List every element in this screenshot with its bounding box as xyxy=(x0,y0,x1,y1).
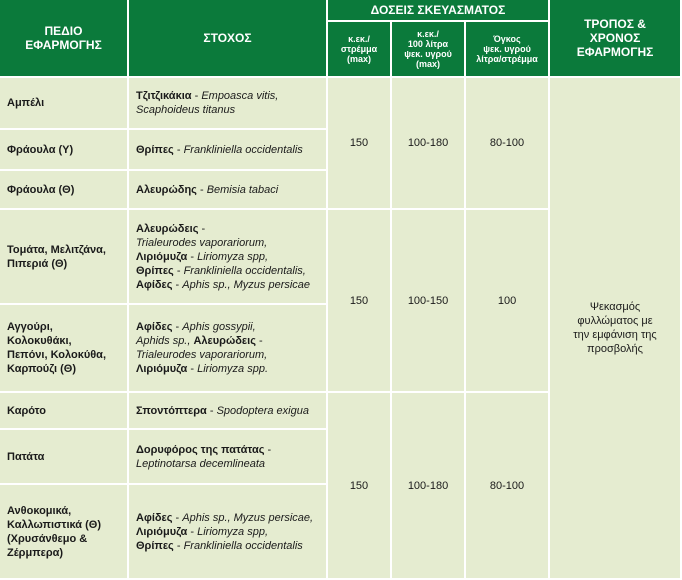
separator: - xyxy=(172,511,183,524)
separator: - xyxy=(196,183,207,196)
target-cell xyxy=(129,485,326,578)
method-cell: Ψεκασμός φυλλώματος με την εμφάνιση της προσβολής xyxy=(550,78,680,578)
separator: - xyxy=(255,335,263,347)
separator: - xyxy=(187,363,198,375)
field-cell: Πατάτα xyxy=(0,430,127,483)
pest-common-name: Αλευρώδεις xyxy=(136,222,199,235)
header-dose-per-stremma: κ.εκ./ στρέμμα (max) xyxy=(328,22,390,76)
pest-latin-name: Leptinotarsa decemlineata xyxy=(136,457,266,470)
pest-common-name: Λιριόμυζα xyxy=(136,363,188,375)
pest-common-name: Αφίδες xyxy=(136,321,173,333)
pest-latin-name: Frankliniella occidentalis, xyxy=(183,264,306,277)
pest-latin-name: Frankliniella occidentalis xyxy=(183,539,303,552)
pest-common-name: Αλευρώδης xyxy=(136,183,197,196)
separator: - xyxy=(173,539,184,552)
pest-latin-name: Bemisia tabaci xyxy=(206,183,279,196)
pest-latin-name: Aphis sp., Myzus persicae xyxy=(182,278,311,291)
header-target: ΣΤΟΧΟΣ xyxy=(129,0,326,76)
header-volume: Όγκος ψεκ. υγρού λίτρα/στρέμμα xyxy=(466,22,548,76)
field-cell: Καρότο xyxy=(0,393,127,428)
pest-common-name: Λιριόμυζα xyxy=(136,525,188,538)
pest-latin-name: Frankliniella occidentalis xyxy=(183,143,303,156)
pest-latin-name: Liriomyza spp. xyxy=(197,363,269,375)
field-cell: Τομάτα, Μελιτζάνα, Πιπεριά (Θ) xyxy=(0,210,127,303)
separator: - xyxy=(187,250,198,263)
pest-latin-name: Spodoptera exigua xyxy=(216,404,309,417)
separator: - xyxy=(198,222,206,235)
dose-per-stremma-cell: 150 xyxy=(328,210,390,391)
pest-common-name: Αφίδες xyxy=(136,278,173,291)
header-method: ΤΡΟΠΟΣ & ΧΡΟΝΟΣ ΕΦΑΡΜΟΓΗΣ xyxy=(550,0,680,76)
pest-latin-name: Liriomyza spp, xyxy=(197,525,269,538)
dose-per-stremma-cell: 150 xyxy=(328,393,390,578)
pest-common-name: Αλευρώδεις xyxy=(193,335,256,347)
pest-latin-name: Trialeurodes vaporariorum, xyxy=(136,236,268,249)
target-cell xyxy=(129,210,326,303)
header-dose-per-100l: κ.εκ./ 100 λίτρα ψεκ. υγρού (max) xyxy=(392,22,464,76)
target-cell xyxy=(129,430,326,483)
pest-common-name: Αφίδες xyxy=(136,511,173,524)
pest-common-name: Δορυφόρος της πατάτας xyxy=(136,443,265,456)
separator: - xyxy=(191,90,202,102)
pest-latin-name: Trialeurodes vaporariorum, xyxy=(136,349,268,361)
separator: - xyxy=(172,321,183,333)
pest-common-name: Θρίπες xyxy=(136,539,174,552)
dose-per-stremma-cell: 150 xyxy=(328,78,390,208)
pest-latin-name: Aphis gossypii, xyxy=(182,321,256,333)
volume-cell: 100 xyxy=(466,210,548,391)
target-cell xyxy=(129,171,326,208)
pest-latin-name: Aphids sp., xyxy=(136,335,191,347)
field-cell: Ανθοκομικά, Καλλωπιστικά (Θ) (Χρυσάνθεμο & Ζέρμπερα) xyxy=(0,485,127,578)
pest-common-name: Θρίπες xyxy=(136,143,174,156)
field-cell: Αγγούρι, Κολοκυθάκι, Πεπόνι, Κολοκύθα, Καρπούζι (Θ) xyxy=(0,305,127,391)
separator: - xyxy=(173,143,184,156)
target-cell xyxy=(129,393,326,428)
pest-latin-name: Aphis sp., Myzus persicae, xyxy=(182,511,314,524)
separator: - xyxy=(264,443,272,456)
volume-cell: 80-100 xyxy=(466,78,548,208)
pest-common-name: Σποντόπτερα xyxy=(136,404,207,417)
field-cell: Φράουλα (Υ) xyxy=(0,130,127,169)
pest-common-name: Λιριόμυζα xyxy=(136,250,188,263)
separator: - xyxy=(206,404,217,417)
header-field: ΠΕΔΙΟ ΕΦΑΡΜΟΓΗΣ xyxy=(0,0,127,76)
dose-per-100l-cell: 100-180 xyxy=(392,78,464,208)
dose-per-100l-cell: 100-150 xyxy=(392,210,464,391)
separator: - xyxy=(187,525,198,538)
volume-cell: 80-100 xyxy=(466,393,548,578)
pest-latin-name: Empoasca vitis, xyxy=(201,90,279,102)
header-doses: ΔΟΣΕΙΣ ΣΚΕΥΑΣΜΑΤΟΣ xyxy=(328,0,548,20)
pest-common-name: Τζιτζικάκια xyxy=(136,90,192,102)
target-cell xyxy=(129,78,326,128)
pest-latin-name: Liriomyza spp, xyxy=(197,250,269,263)
field-cell: Φράουλα (Θ) xyxy=(0,171,127,208)
pest-common-name: Θρίπες xyxy=(136,264,174,277)
pest-latin-name: Scaphoideus titanus xyxy=(136,104,236,116)
separator: - xyxy=(173,264,184,277)
target-cell xyxy=(129,305,326,391)
dose-per-100l-cell: 100-180 xyxy=(392,393,464,578)
target-cell xyxy=(129,130,326,169)
field-cell: Αμπέλι xyxy=(0,78,127,128)
separator: - xyxy=(172,278,183,291)
